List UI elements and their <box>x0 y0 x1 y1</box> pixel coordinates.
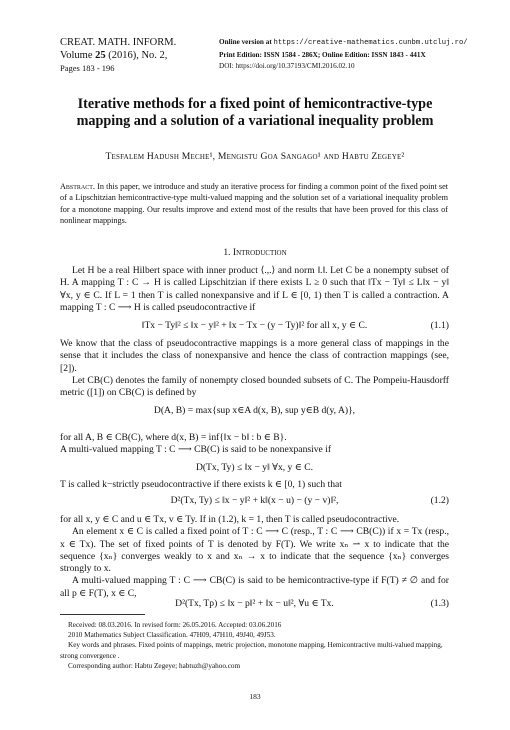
equation-1-1: ‖Tx − Ty‖² ≤ ‖x − y‖² + ‖x − Tx − (y − Ty)‖² for all x, y ∈ C. (1.1) <box>141 320 449 331</box>
received-dates: Received: 08.03.2016. In revised form: 26.05.2016. Accepted: 03.06.2016 <box>68 621 282 629</box>
equation-hausdorff: D(A, B) = max{sup x∈A d(x, B), sup y∈B d(y, A)}, <box>153 405 356 416</box>
footnote-divider <box>60 614 145 615</box>
equation-1-3: D²(Tx, Tp) ≤ ‖x − p‖² + ‖x − u‖², ∀u ∈ Tx. (1.3) <box>175 598 449 609</box>
author-list: Tesfalem Hadush Meche¹, Mengistu Goa Sangago¹ and Habtu Zegeye² <box>105 151 405 162</box>
paragraph-1: Let H be a real Hilbert space with inner product ⟨.,.⟩ and norm ‖.‖. Let C be a nonempty subset of H. A mapping T : C → H is called Lipschitzian if there exists L ≥ 0 such that ‖Tx − Ty‖ ≤ L‖x − y‖ ∀x, y ∈ C. If L = 1 then T is called nonexpansive and if L ∈ [0, 1) then T is called a contraction. A mapping T : C ⟶ H is called pseudocontractive if <box>60 265 449 313</box>
keywords: Key words and phrases. Fixed points of mappings, metric projection, monotone mapping, Hemicontractive multi-valued mapping, strong convergence . <box>60 641 443 660</box>
online-url[interactable]: https://creative-mathematics.cunbm.utcluj.ro/ <box>273 39 468 47</box>
journal-name: CREAT. MATH. INFORM. <box>60 37 177 48</box>
publication-info <box>219 37 468 73</box>
issn-line: Print Edition: ISSN 1584 - 286X; Online Edition: ISSN 1843 - 441X <box>219 50 426 59</box>
corresponding-author: Corresponding author: Habtu Zegeye; habtuzh@yahoo.com <box>68 661 241 670</box>
journal-header <box>60 36 176 75</box>
abstract-text: In this paper, we introduce and study an iterative process for finding a common point of the fixed point set of a Lipschitzian hemicontractive-type multi-valued mapping and the solution set of a variational inequality problem for a monotone mapping. Our results improve and extend most of the results that have been proved for this class of nonlinear mappings. <box>60 182 448 225</box>
online-version: Online version at https://creative-mathematics.cunbm.utcluj.ro/ <box>219 38 468 47</box>
page-range: Pages 183 - 196 <box>60 63 115 73</box>
paragraph-4: for all A, B ∈ CB(C), where d(x, B) = inf{‖x − b‖ : b ∈ B}. A multi-valued mapping T : C ⟶ CB(C) is said to be nonexpansive if <box>60 432 332 456</box>
abstract <box>60 181 448 226</box>
msc-classification: 2010 Mathematics Subject Classification. 47H09, 47H10, 49J40, 49J53. <box>68 631 276 640</box>
section-heading: 1. Introduction <box>223 247 287 258</box>
abstract-label: Abstract. <box>60 182 95 191</box>
paper-title: Iterative methods for a fixed point of hemicontractive-type mapping and a solution of a variational inequality problem <box>76 96 434 129</box>
page-number: 183 <box>249 692 261 701</box>
footnotes <box>60 620 449 671</box>
equation-nonexpansive: D(Tx, Ty) ≤ ‖x − y‖ ∀x, y ∈ C. <box>195 462 314 473</box>
paragraph-7: for all x, y ∈ C and u ∈ Tx, v ∈ Ty. If in (1.2), k = 1, then T is called pseudocontractive. An element x ∈ C is called a fixed point of T : C ⟶ C (resp., T : C ⟶ CB(C)) if x = Tx (resp., x ∈ Tx). The set of fixed points of T is denoted by F(T). We write xₙ ⇀ x to indicate that the sequence {xₙ} converges weakly to x and xₙ → x to indicate that the sequence {xₙ} converges strongly to x. A multi-valued mapping T : C ⟶ CB(C) is said to be hemicontractive-type if F(T) ≠ ∅ and for all p ∈ F(T), x ∈ C, <box>60 514 449 599</box>
doi-line[interactable]: DOI: https://doi.org/10.37193/CMI.2016.02.10 <box>219 62 355 70</box>
paragraph-6: T is called k−strictly pseudocontractive if there exists k ∈ [0, 1) such that <box>60 479 342 490</box>
paragraph-2: We know that the class of pseudocontractive mappings is a more general class of mappings in the sense that it includes the class of nonexpansive and hence the class of contraction mappings (see, [2]). <box>60 338 449 374</box>
volume-line: Volume 25 (2016), No. 2, <box>60 50 168 61</box>
equation-1-2: D²(Tx, Ty) ≤ ‖x − y‖² + k‖(x − u) − (y − v)‖², (1.2) <box>170 495 449 506</box>
paragraph-3: Let CB(C) denotes the family of nonempty closed bounded subsets of C. The Pompeiu-Hausdorff metric ([1]) on CB(C) is defined by <box>60 375 449 399</box>
